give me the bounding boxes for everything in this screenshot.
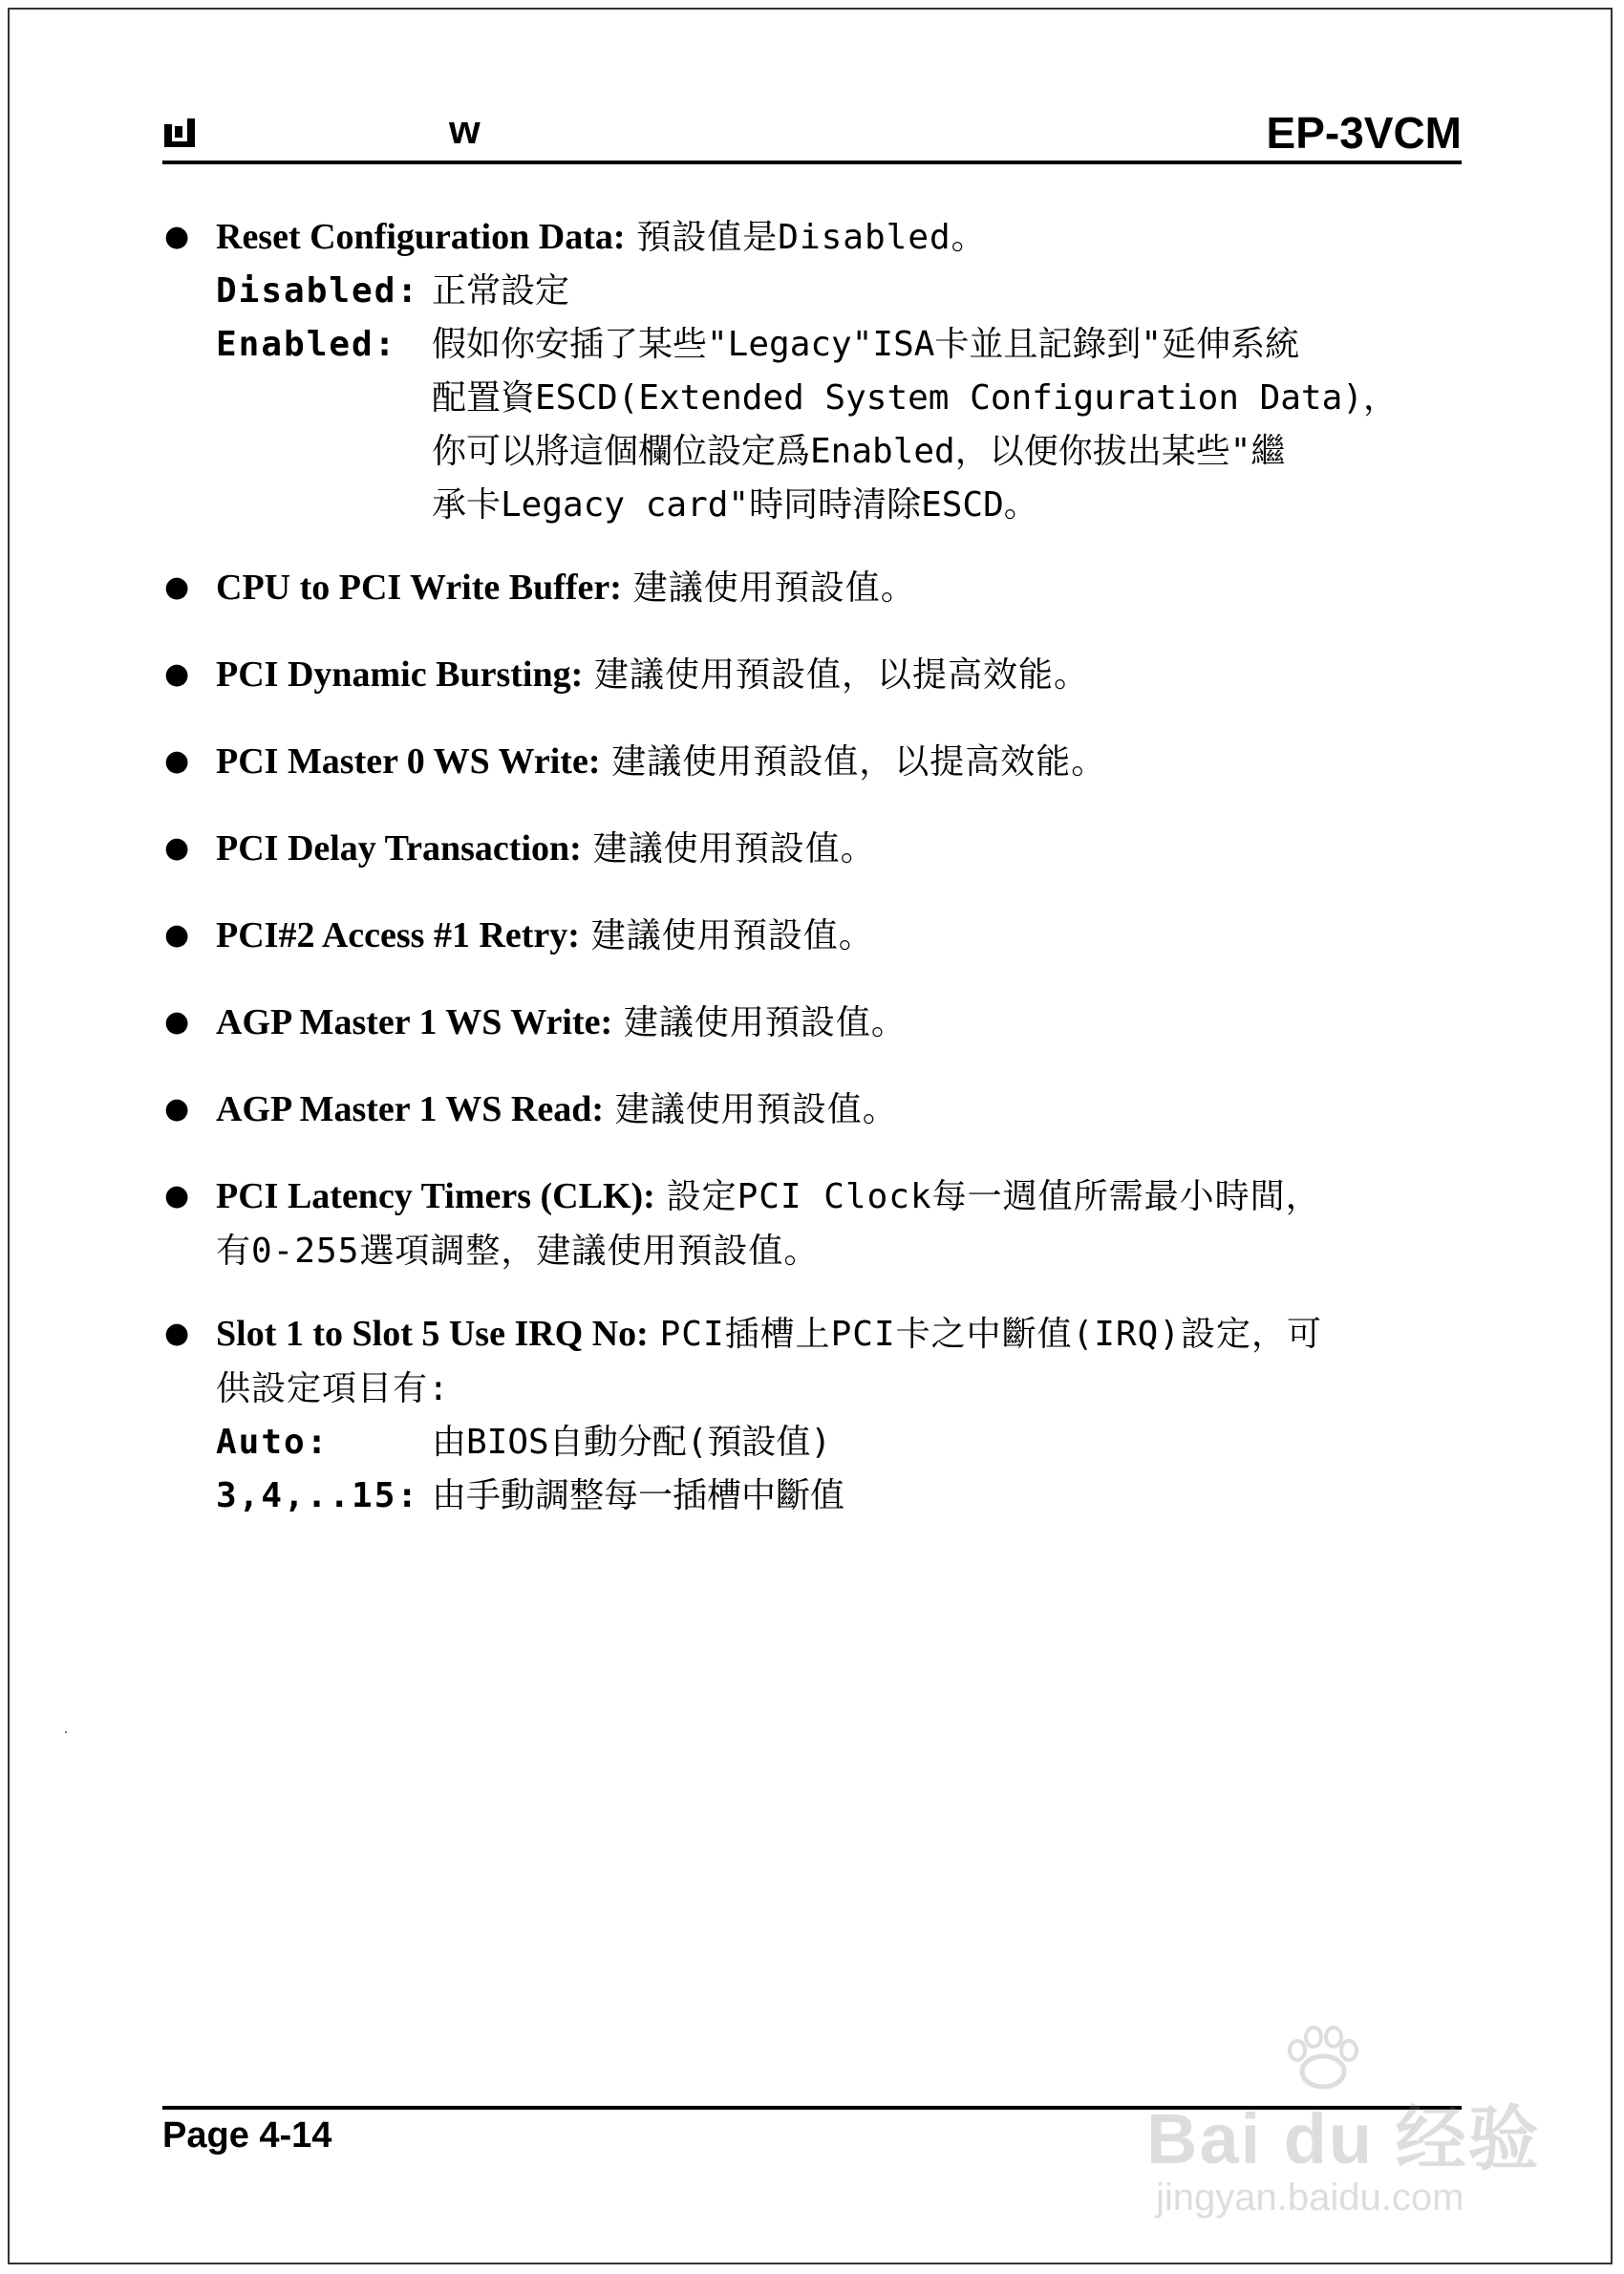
option-label: Auto:: [216, 1423, 330, 1462]
item-heading: [216, 210, 1462, 265]
list-item: [162, 210, 1462, 532]
item-term: PCI Master 0 WS Write:: [216, 741, 601, 782]
bullet-icon: ●: [164, 831, 190, 865]
item-desc: 建議使用預設值。: [590, 916, 874, 955]
logo-letter: w: [449, 107, 481, 152]
item-desc: 建議使用預設值。: [592, 829, 876, 869]
option-row: [216, 318, 1462, 372]
item-term: PCI Latency Timers (CLK):: [216, 1176, 655, 1216]
option-continuation: [216, 425, 1462, 479]
watermark: [1146, 2026, 1548, 2236]
item-desc: PCI插槽上PCI卡之中斷值(IRQ)設定，可: [659, 1315, 1323, 1354]
item-desc: 設定PCI Clock每一週值所需最小時間，: [666, 1177, 1321, 1216]
option-row: [216, 1470, 1462, 1523]
item-term: CPU to PCI Write Buffer:: [216, 568, 622, 608]
list-item: [162, 822, 1462, 876]
watermark-url: jingyan.baidu.com: [1156, 2177, 1464, 2219]
bullet-icon: ●: [164, 657, 190, 691]
item-term: Reset Configuration Data:: [216, 217, 626, 257]
item-desc: 預設值是Disabled。: [636, 218, 987, 257]
item-desc: 建議使用預設值。: [632, 568, 916, 608]
option-row: [216, 1416, 1462, 1470]
bullet-icon: ●: [164, 1317, 190, 1350]
list-item: [162, 735, 1462, 789]
model-title: EP-3VCM: [1266, 108, 1462, 158]
item-desc: 建議使用預設值。: [614, 1090, 898, 1129]
item-term: PCI Dynamic Bursting:: [216, 654, 584, 695]
item-desc-continuation: 供設定項目有:: [216, 1369, 450, 1408]
item-desc: 建議使用預設值。: [623, 1003, 907, 1042]
list-item: [162, 1307, 1462, 1523]
option-continuation: [216, 479, 1462, 532]
bullet-icon: ●: [164, 1179, 190, 1212]
list-item: [162, 1083, 1462, 1137]
item-term: PCI Delay Transaction:: [216, 828, 582, 869]
option-text: 你可以將這個欄位設定爲Enabled，以便你拔出某些"繼: [432, 432, 1286, 471]
item-term: AGP Master 1 WS Read:: [216, 1089, 605, 1129]
bullet-icon: ●: [164, 570, 190, 604]
bullet-icon: ●: [164, 918, 190, 952]
content: [162, 210, 1462, 1523]
list-item: [162, 996, 1462, 1050]
item-desc: 建議使用預設值，以提高效能。: [594, 655, 1090, 695]
item-term: PCI#2 Access #1 Retry:: [216, 915, 580, 955]
option-label: Disabled:: [216, 271, 420, 311]
option-row: [216, 265, 1462, 318]
item-term: Slot 1 to Slot 5 Use IRQ No:: [216, 1314, 649, 1354]
bullet-icon: ●: [164, 1092, 190, 1126]
header-divider: [162, 161, 1462, 164]
item-desc-continuation: 有0-255選項調整，建議使用預設值。: [216, 1232, 820, 1271]
item-desc: 建議使用預設值，以提高效能。: [611, 742, 1107, 782]
option-text: 承卡Legacy card"時同時清除ESCD。: [432, 485, 1038, 525]
option-label: 3,4,..15:: [216, 1476, 420, 1515]
stray-dot: [65, 1731, 67, 1733]
list-item: [162, 561, 1462, 615]
option-label: Enabled:: [216, 325, 397, 364]
option-text: 配置資ESCD(Extended System Configuration Data)，: [432, 378, 1398, 418]
page-number: Page 4-14: [162, 2115, 332, 2156]
option-text: 假如你安插了某些"Legacy"ISA卡並且記錄到"延伸系統: [432, 325, 1300, 364]
watermark-brand: Bai du 经验: [1146, 2099, 1541, 2178]
bullet-icon: ●: [164, 1005, 190, 1039]
item-term: AGP Master 1 WS Write:: [216, 1002, 613, 1042]
bullet-icon: ●: [164, 744, 190, 778]
option-continuation: [216, 372, 1462, 425]
list-item: [162, 648, 1462, 702]
option-text: 由手動調整每一插槽中斷值: [432, 1476, 845, 1515]
page-header: [162, 103, 1462, 162]
bullet-icon: ●: [164, 220, 190, 253]
list-item: [162, 1169, 1462, 1278]
list-item: [162, 909, 1462, 963]
option-text: 正常設定: [432, 271, 570, 311]
logo-icon: [162, 117, 197, 149]
option-text: 由BIOS自動分配(預設值): [432, 1423, 832, 1462]
